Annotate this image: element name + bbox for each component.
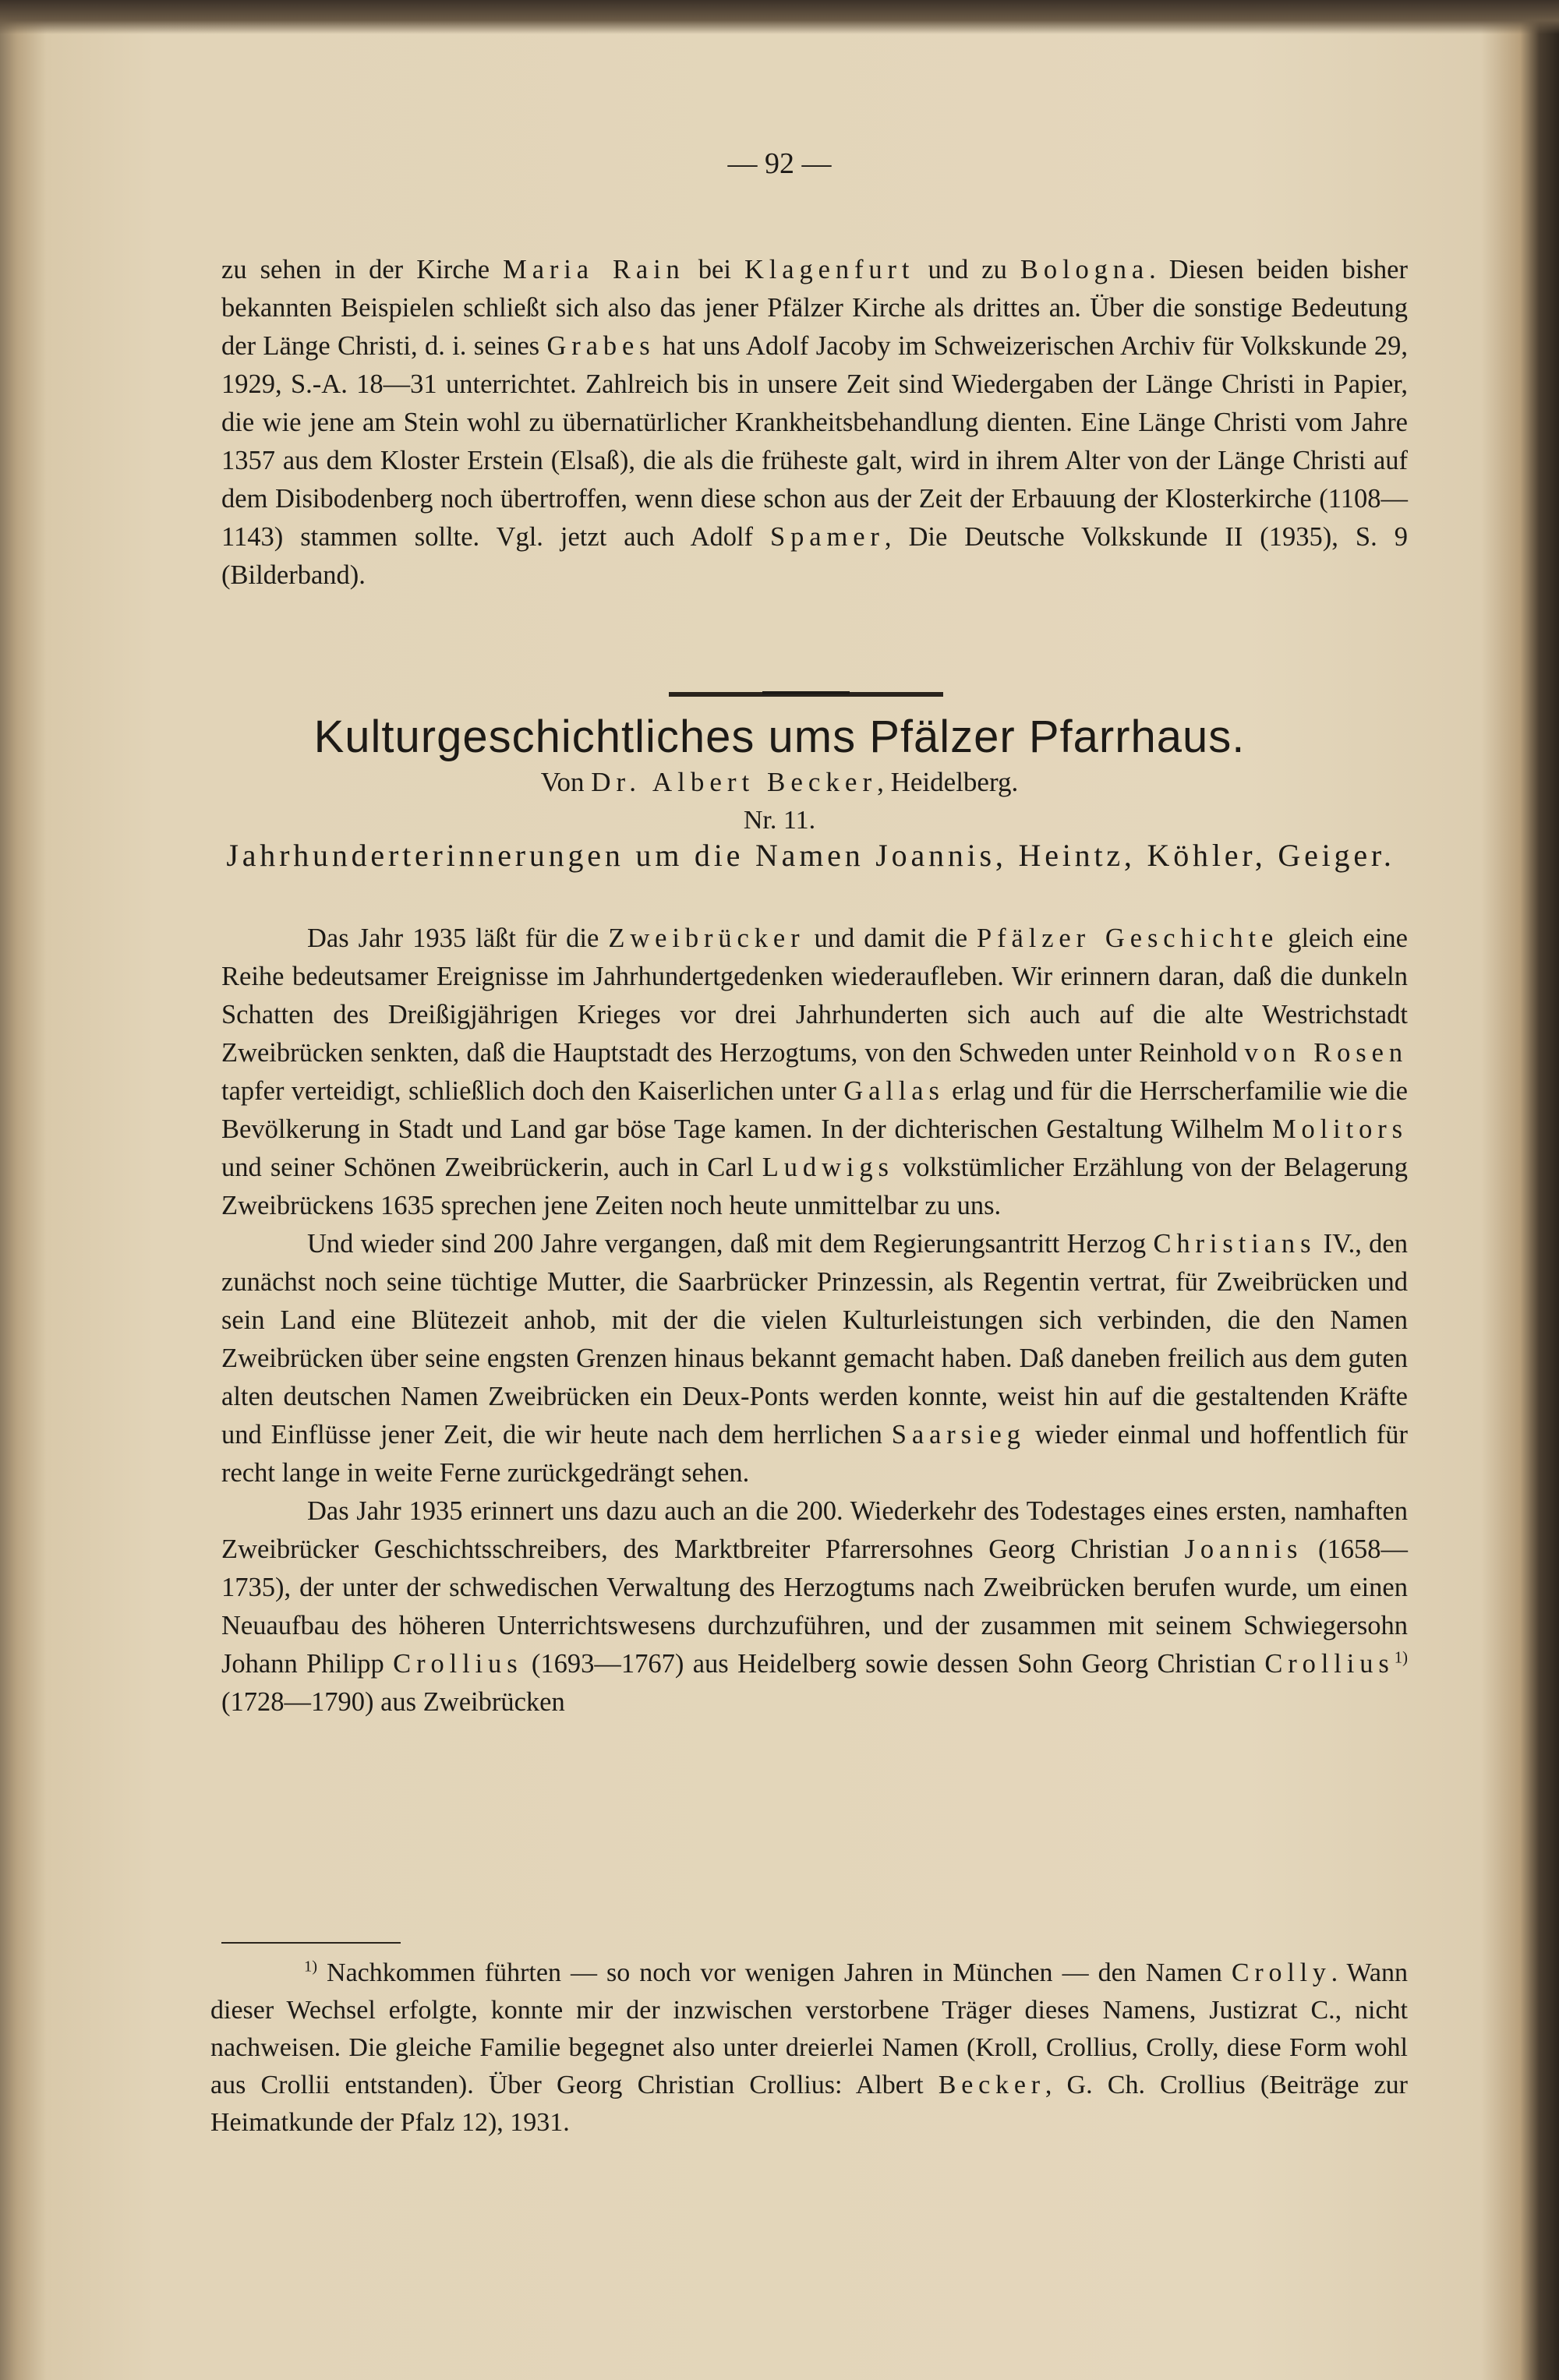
spaced-text: Crollius [1264,1649,1395,1679]
text-run: Das Jahr 1935 läßt für die [307,923,609,953]
text-run: , Die Deutsche Volkskunde II (1935), S. 9 (Bilderband). [221,522,1408,590]
section-divider [669,692,943,697]
spaced-text: Bologna [1020,255,1150,284]
spaced-text: Christians [1153,1229,1317,1259]
intro-paragraph [221,251,1408,595]
spaced-text: Gallas [843,1076,945,1106]
text-run: (1658—1735), der unter der schwedischen Verwaltung des Herzogtums nach Zweibrücken berufen wurde, um einen Neuaufbau des höheren Unterrichtswesens durchzuführen, und der zusammen mit seinem Schwiegersohn Johann Philipp [221,1534,1408,1679]
article-number: Nr. 11. [743,806,816,835]
paragraph-1 [221,920,1408,1225]
text-run: erlag und für die Herrscherfamilie wie die Bevölkerung in Stadt und Land gar böse Tage kamen. In der dichterischen Gestaltung Wilhelm [221,1076,1408,1144]
footnote [210,1954,1408,2142]
text-run: und seiner Schönen Zweibrückerin, auch in Carl [221,1153,762,1182]
text-run: wieder einmal und hoffentlich für recht lange in weite Ferne zurückgedrängt sehen. [221,1420,1408,1488]
text-run: . Diesen beiden bisher bekannten Beispielen schließt sich also das jener Pfälzer Kirche als drittes an. Über die sonstige Bedeutung der Länge Christi, d. i. seines [221,255,1408,361]
footnote-reference: 1) [1394,1649,1408,1667]
spaced-text: Klagenfurt [744,255,915,284]
text-run: Nachkommen führten — so noch vor wenigen Jahren in München — den Namen [317,1958,1232,1987]
spaced-text: Saarsieg [891,1420,1026,1450]
text-run: zu sehen in der Kirche [221,255,504,284]
text-run: und zu [914,255,1020,284]
byline-suffix: , Heidelberg. [877,767,1019,797]
text-run: IV., den zunächst noch seine tüchtige Mutter, die Saarbrücker Prinzessin, als Regentin vertrat, für Zweibrücken und sein Land eine Blütezeit anhob, mit der die vielen Kulturleistungen sich verbinden, die den Namen Zweibrücken über seine engsten Grenzen hinaus bekannt gemacht haben. Daß daneben freilich aus dem guten alten deutschen Namen Zweibrücken ein Deux-Ponts werden konnte, weist hin auf die gestaltenden Kräfte und Einflüsse jener Zeit, die wir heute nach dem herrlichen [221,1229,1408,1450]
spaced-text: Spamer [770,522,885,552]
article-subtitle: Jahrhunderterinnerungen um die Namen Joannis, Heintz, Köhler, Geiger. [226,838,1395,873]
spaced-text: Ludwigs [762,1153,894,1182]
text-run: volkstümlicher Erzählung von der Belagerung Zweibrückens 1635 sprechen jene Zeiten noch heute unmittelbar zu uns. [221,1153,1408,1220]
byline-prefix: Von [540,767,592,797]
text-run: und damit die [804,923,977,953]
text-run: . Wann dieser Wechsel erfolgte, konnte mir der inzwischen verstorbene Träger dieses Namens, Justizrat C., nicht nachweisen. Die gleiche Familie begegnet also unter dreierlei Namen (Kroll, Crollius, Crolly, diese Form wohl aus Crollii entstanden). Über Georg Christian Crollius: Albert [210,1958,1408,2099]
paragraph-2 [221,1225,1408,1492]
text-run: (1693—1767) aus Heidelberg sowie dessen Sohn Georg Christian [522,1649,1265,1679]
spaced-text: von Rosen [1244,1038,1408,1068]
spaced-text: Pfälzer Geschichte [977,923,1279,953]
paragraph-3 [221,1492,1408,1721]
text-run: bei [684,255,744,284]
footnote-rule [221,1942,401,1944]
text-run: Das Jahr 1935 erinnert uns dazu auch an die 200. Wiederkehr des Todestages eines ersten, namhaften Zweibrücker Geschichtsschreibers, des Marktbreiter Pfarrersohnes Georg Christian [221,1496,1408,1564]
text-run: tapfer verteidigt, schließlich doch den Kaiserlichen unter [221,1076,844,1106]
spaced-text: Grabes [546,331,656,361]
author-name: Dr. Albert Becker [591,767,878,797]
spaced-text: Crollius [393,1649,523,1679]
spaced-text: Molitors [1271,1114,1408,1144]
text-run: hat uns Adolf Jacoby im Schweizerischen Archiv für Volkskunde 29, 1929, S.-A. 18—31 unterrichtet. Zahlreich bis in unsere Zeit sind Wiedergaben der Länge Christi in Papier, die wie jene am Stein wohl zu übernatürlicher Krankheitsbehandlung dienten. Eine Länge Christi vom Jahre 1357 aus dem Kloster Erstein (Elsaß), die als die früheste galt, wird in ihrem Alter von der Länge Christi auf dem Disibodenberg noch übertroffen, wenn diese schon aus der Zeit der Erbauung der Klosterkirche (1108—1143) stammen sollte. Vgl. jetzt auch Adolf [221,331,1408,552]
text-run: Und wieder sind 200 Jahre vergangen, daß mit dem Regierungsantritt Herzog [307,1229,1154,1259]
text-run: (1728—1790) aus Zweibrücken [221,1687,565,1717]
spaced-text: Zweibrücker [608,923,805,953]
article-byline [0,767,1559,798]
footnote-mark: 1) [304,1958,317,1976]
body-text [221,920,1408,1721]
spaced-text: Joannis [1184,1534,1303,1564]
spaced-text: Crolly [1231,1958,1331,1987]
text-run: , G. Ch. Crollius (Beiträge zur Heimatkunde der Pfalz 12), 1931. [210,2071,1409,2137]
spaced-text: Becker [938,2071,1045,2099]
spaced-text: Maria Rain [503,255,685,284]
page-number: — 92 — [727,147,832,180]
text-run: gleich eine Reihe bedeutsamer Ereignisse im Jahrhundertgedenken wiederaufleben. Wir erinnern daran, daß die dunkeln Schatten des Dreißigjährigen Krieges vor drei Jahrhunderten sich auch auf die alte Westrichstadt Zweibrücken senkten, daß die Hauptstadt des Herzogtums, von den Schweden unter Reinhold [221,923,1408,1068]
article-title: Kulturgeschichtliches ums Pfälzer Pfarrhaus. [313,712,1246,762]
